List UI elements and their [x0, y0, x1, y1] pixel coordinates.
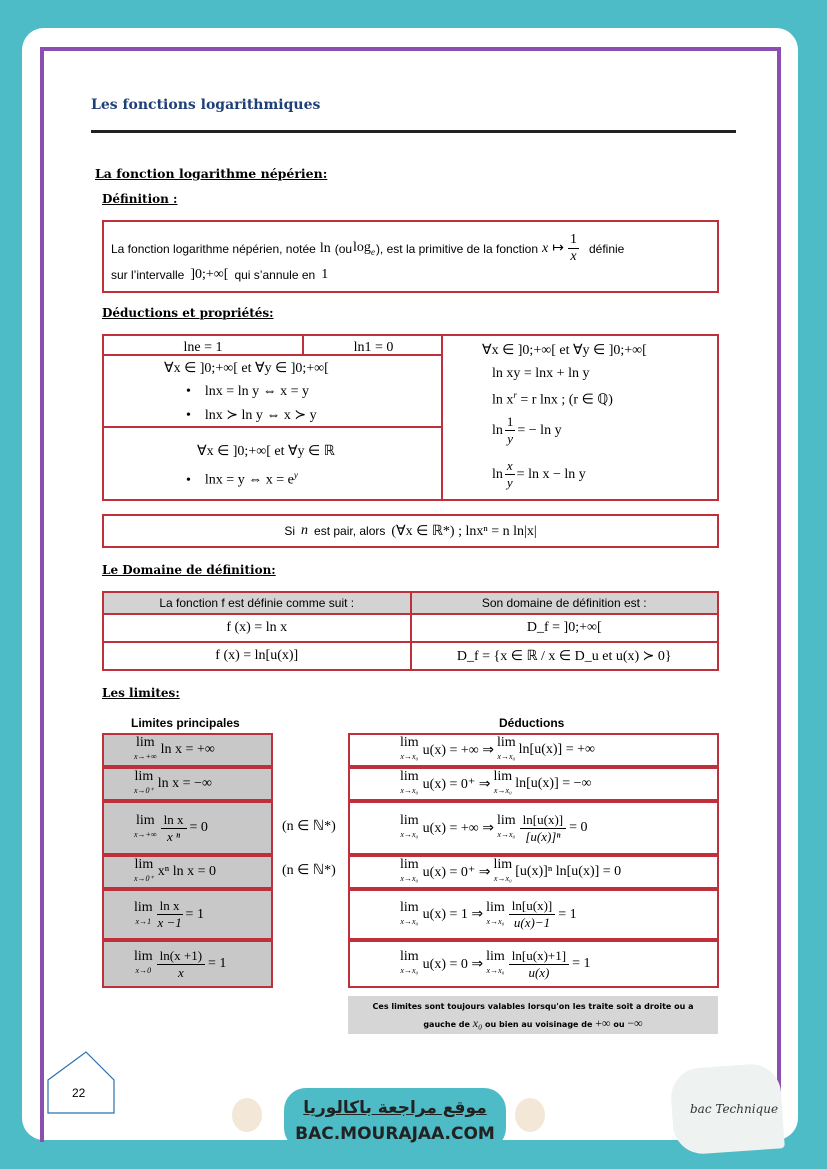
site-banner-url[interactable]: BAC.MOURAJAA.COM	[295, 1124, 495, 1144]
logo-right-icon	[515, 1098, 545, 1132]
deduction-limit-row: lim x→x₀ u(x) = 0 ⇒ lim x→x₀ $\frac{\ln[u(x)+1]}{u(x)}$ = 1	[348, 940, 719, 988]
condition-2: ∀x ∈ ]0;+∞[ et ∀y ∈ ℝ	[197, 444, 335, 459]
limit-operator: lim x→x₀	[400, 857, 419, 883]
condition-1: ∀x ∈ ]0;+∞[ et ∀y ∈ ]0;+∞[	[164, 361, 329, 376]
site-banner-arabic[interactable]: موقع مراجعة باكالوريا	[303, 1098, 487, 1118]
property-product: ln xy = lnx + ln y	[492, 366, 590, 381]
deduction-limit-row: lim x→x₀ u(x) = 0⁺ ⇒ lim x→x₀ [u(x)]ⁿ ln[u(x)] = 0	[348, 855, 719, 889]
limit-fraction: $\frac{\ln(x +1)}{x}$	[157, 948, 205, 981]
limit-operator: lim x→0⁺	[134, 857, 154, 883]
principal-limit-row: lim x→+∞ ln x = +∞	[102, 733, 273, 767]
limit-fraction: $\frac{\ln[u(x)]}{u(x)-1}$	[509, 898, 555, 931]
limit-operator: lim x→x₀	[400, 899, 419, 926]
domain-table	[102, 591, 719, 671]
limit-operator: lim x→1	[134, 899, 153, 926]
limit-operator: lim x→x₀	[497, 735, 516, 761]
page-number: 22	[72, 1086, 86, 1100]
domain-row1-function: f (x) = ln x	[103, 614, 411, 642]
limit-fraction: $\frac{\text{ln x}}{\text{x ⁿ}}$	[161, 812, 187, 845]
page-title: Les fonctions logarithmiques	[91, 97, 321, 113]
limits-principal-header: Limites principales	[131, 716, 240, 730]
deduction-limit-row: lim x→x₀ u(x) = +∞ ⇒ lim x→x₀ ln[u(x)] = +∞	[348, 733, 719, 767]
domain-header-domain: Son domaine de définition est :	[411, 592, 719, 614]
limit-operator: lim x→x₀	[486, 949, 505, 975]
property-exp: • lnx = y ⇔ $x = e^y$	[186, 470, 298, 489]
limit-operator: lim x→x₀	[486, 899, 505, 926]
title-rule	[91, 130, 736, 133]
page-number-badge	[46, 1050, 116, 1115]
limit-operator: lim x→x₀	[400, 735, 419, 761]
limits-deductions-header: Déductions	[499, 716, 565, 730]
property-order: • lnx ≻ ln y ⇔ x ≻ y	[186, 407, 317, 424]
limit-operator: lim x→x₀	[493, 857, 513, 883]
cell-lne: lne = 1	[104, 336, 304, 356]
limit-operator: lim x→x₀	[400, 949, 419, 975]
limit-operator: lim x→0⁺	[134, 769, 154, 795]
limit-operator: lim x→+∞	[134, 735, 157, 761]
property-inverse: ln $\frac{1}{y}$ = − ln y	[492, 414, 562, 446]
limit-fraction: $\frac{\ln[u(x)+1]}{u(x)}$	[509, 948, 569, 981]
principal-limit-row: lim x→1 $\frac{\text{ln x}}{x -1}$ = 1	[102, 889, 273, 940]
limit-operator: lim x→+∞	[134, 813, 157, 839]
limit-operator: lim x→x₀	[493, 769, 513, 795]
limit-operator: lim x→x₀	[400, 769, 419, 795]
definition-heading: Définition :	[102, 192, 178, 206]
limit-operator: lim x→0	[134, 949, 153, 975]
principal-limit-row: lim x→0 $\frac{\ln(x +1)}{x}$ = 1	[102, 940, 273, 988]
domain-heading: Le Domaine de définition:	[102, 563, 276, 577]
limit-operator: lim x→x₀	[400, 813, 419, 839]
definition-line-2: sur l’intervalle ]0;+∞[ qui s’annule en 1	[111, 267, 329, 282]
even-n-box: Si n est pair, alors (∀x ∈ ℝ*) ; lnxⁿ = n ln|x|	[102, 514, 719, 548]
principal-limit-row: lim x→0⁺ xⁿ ln x = 0	[102, 855, 273, 889]
divider-vertical	[441, 336, 443, 501]
cell-ln1: ln1 = 0	[304, 336, 443, 356]
limit-fraction: $\frac{\text{ln x}}{x -1}$	[157, 898, 182, 930]
domain-header-function: La fonction f est définie comme suit :	[103, 592, 411, 614]
property-power: $\ln x^r = r$ lnx ; (r ∈ ℚ)	[492, 390, 613, 408]
divider-horizontal	[104, 426, 443, 428]
limits-note: Ces limites sont toujours valables lorsqu'on les traite soit a droite ou a gauche de x₀ ou bien au voisinage de +∞ ou −∞	[348, 996, 718, 1034]
definition-line-1: La fonction logarithme népérien, notée ln (ou $\log_e$ ), est la primitive de la fonction x ↦ 1 x définie	[111, 232, 625, 264]
deductions-heading: Déductions et propriétés:	[102, 306, 274, 320]
deduction-limit-row: lim x→x₀ u(x) = 0⁺ ⇒ lim x→x₀ ln[u(x)] = −∞	[348, 767, 719, 801]
property-quotient: ln $\frac{x}{y}$ = ln x − ln y	[492, 458, 586, 490]
deduction-limit-row: lim x→x₀ u(x) = 1 ⇒ lim x→x₀ $\frac{\ln[u(x)]}{u(x)-1}$ = 1	[348, 889, 719, 940]
section-title: La fonction logarithme népérien:	[95, 166, 328, 181]
limit-fraction: $\frac{\ln[u(x)]}{\text{[u(x)]ⁿ}}$	[520, 812, 566, 845]
definition-box	[102, 220, 719, 293]
domain-row2-function: f (x) = ln[u(x)]	[103, 642, 411, 670]
principal-limit-row: lim x→0⁺ ln x = −∞	[102, 767, 273, 801]
domain-row2-domain: D_f = {x ∈ ℝ / x ∈ D_u et u(x) ≻ 0}	[411, 642, 719, 670]
deductions-box	[102, 334, 719, 501]
condition-n-2: (n ∈ ℕ*)	[282, 863, 336, 878]
condition-right: ∀x ∈ ]0;+∞[ et ∀y ∈ ]0;+∞[	[482, 343, 647, 358]
domain-row1-domain: D_f = ]0;+∞[	[411, 614, 719, 642]
fraction-1-over-x: 1 x	[569, 232, 577, 264]
limits-heading: Les limites:	[102, 686, 180, 700]
condition-n-1: (n ∈ ℕ*)	[282, 819, 336, 834]
limit-operator: lim x→x₀	[497, 813, 516, 839]
principal-limit-row: lim x→+∞ $\frac{\text{ln x}}{\text{x ⁿ}}$ = 0	[102, 801, 273, 855]
logo-left-icon	[232, 1098, 262, 1132]
deduction-limit-row: lim x→x₀ u(x) = +∞ ⇒ lim x→x₀ $\frac{\ln[u(x)]}{\text{[u(x)]ⁿ}}$ = 0	[348, 801, 719, 855]
property-equal: • lnx = ln y ⇔ x = y	[186, 384, 309, 400]
brand-label: bac Technique	[690, 1102, 779, 1116]
